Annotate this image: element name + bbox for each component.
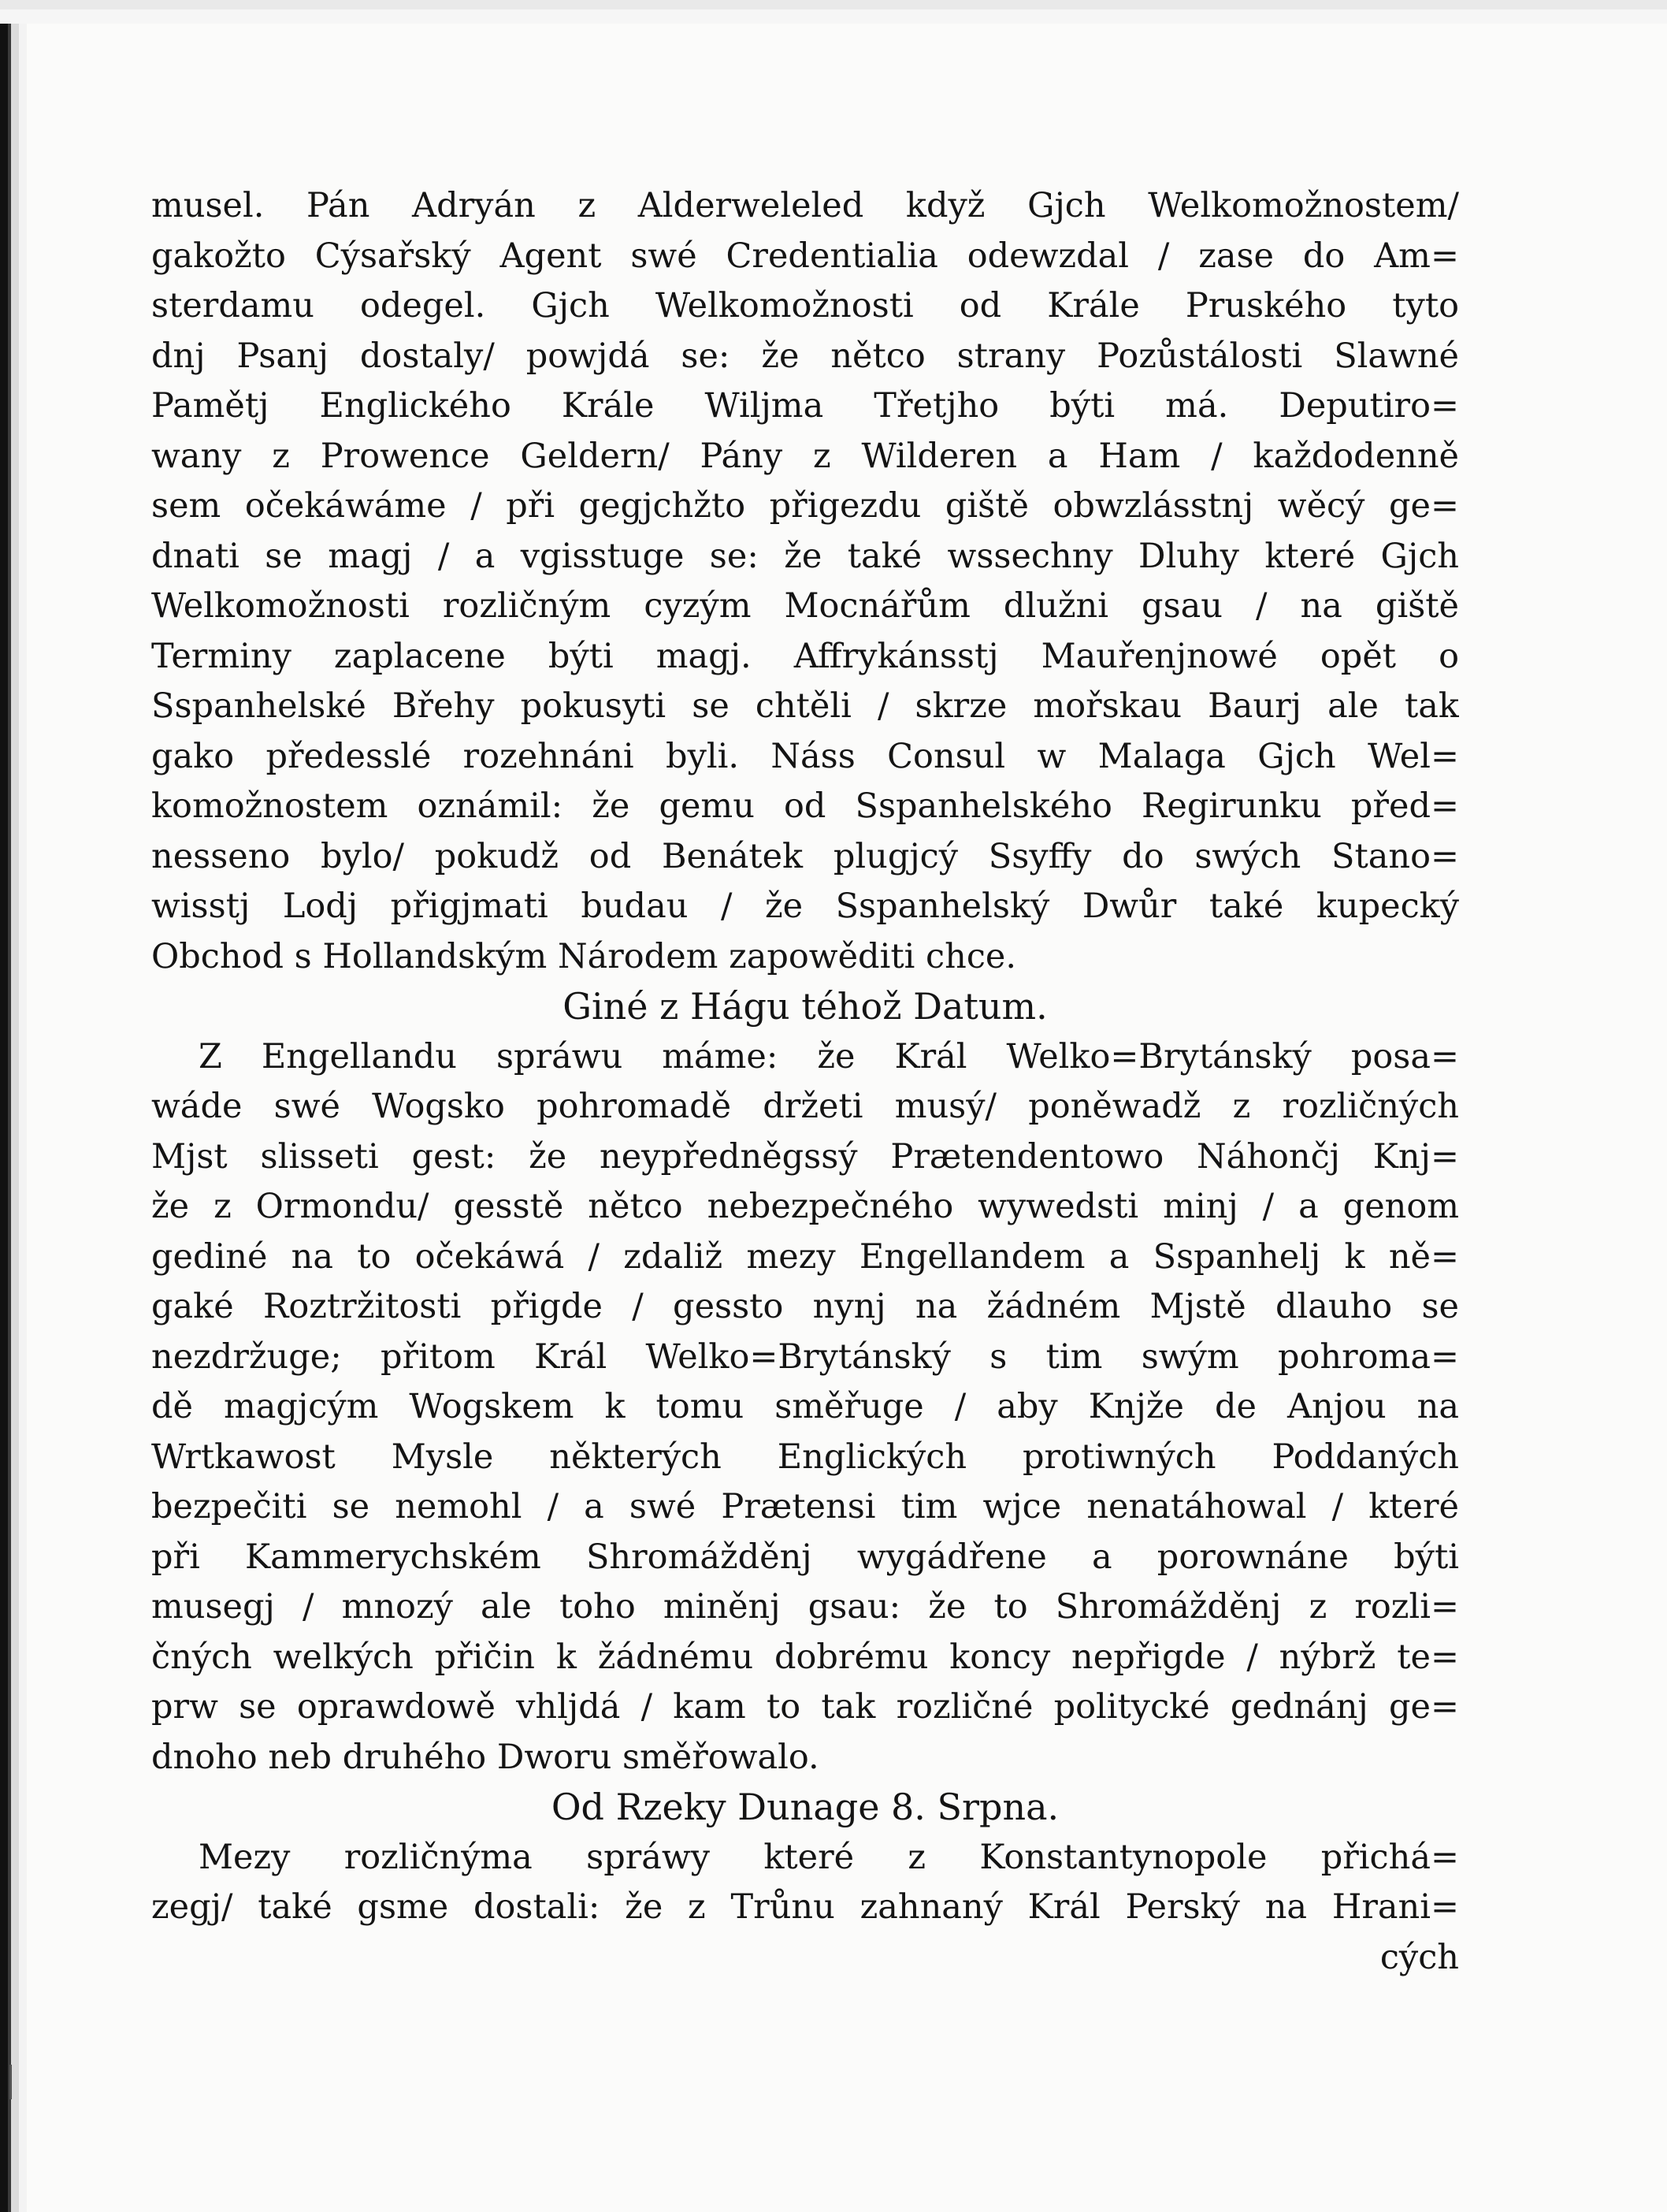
section-heading: Od Rzeky Dunage 8. Srpna.: [551, 1786, 1060, 1828]
text-line: dnoho neb druhého Dworu směřowalo.: [151, 1737, 819, 1777]
text-line: gako předesslé rozehnáni byli. Náss Consul w Malaga Gjch Wel=: [151, 736, 1459, 776]
text-line: bezpečiti se nemohl / a swé Prætensi tim wjce nenatáhowal / které: [151, 1487, 1459, 1526]
scan-edge-top: [0, 0, 1667, 24]
text-line: že z Ormondu/ gesstě nětco nebezpečného wywedsti minj / a genom: [151, 1187, 1459, 1226]
text-line: komožnostem oznámil: že gemu od Sspanhelského Regirunku před=: [151, 786, 1459, 826]
text-line: zegj/ také gsme dostali: že z Trůnu zahnaný Král Perský na Hrani=: [151, 1887, 1459, 1927]
text-line: nesseno bylo/ pokudž od Benátek plugjcý Ssyffy do swých Stano=: [151, 836, 1459, 876]
text-line: Terminy zaplacene býti magj. Affrykánsstj Mauřenjnowé opět o: [151, 636, 1459, 676]
text-line: Wrtkawost Mysle některých Englických protiwných Poddaných: [151, 1437, 1459, 1477]
text-line: Mezy rozličnýma spráwy které z Konstantynopole přichá=: [199, 1837, 1459, 1877]
text-line: sem očekáwáme / při gegjchžto přigezdu giště obwzlásstnj wěcý ge=: [151, 486, 1459, 526]
text-line: dnati se magj / a vgisstuge se: že také wssechny Dluhy které Gjch: [151, 536, 1459, 576]
text-line: nezdržuge; přitom Král Welko=Brytánský s tim swým pohroma=: [151, 1336, 1459, 1377]
text-line: čných welkých přičin k žádnému dobrému koncy nepřigde / nýbrž te=: [151, 1637, 1459, 1677]
text-line: Welkomožnosti rozličným cyzým Mocnářům dlužni gsau / na giště: [151, 586, 1459, 626]
section-heading: Giné z Hágu téhož Datum.: [562, 985, 1048, 1028]
text-line: dě magjcým Wogskem k tomu směřuge / aby Knjže de Anjou na: [151, 1387, 1459, 1426]
text-line: Sspanhelské Břehy pokusyti se chtěli / skrze mořskau Baurj ale tak: [151, 686, 1459, 726]
text-column: [151, 181, 1459, 1983]
text-line: musegj / mnozý ale toho miněnj gsau: že to Shromážděnj z rozli=: [151, 1587, 1459, 1626]
scan-mark: [9, 2065, 12, 2099]
text-line: wany z Prowence Geldern/ Pány z Wilderen a Ham / každodenně: [151, 436, 1459, 476]
text-line: Pamětj Englického Krále Wiljma Třetjho býti má. Deputiro=: [151, 386, 1459, 426]
text-line: sterdamu odegel. Gjch Welkomožnosti od Krále Pruského tyto: [151, 286, 1459, 325]
text-line: gaké Roztržitosti přigde / gessto nynj na žádném Mjstě dlauho se: [151, 1287, 1459, 1326]
text-line: prw se oprawdowě vhljdá / kam to tak rozličné politycké gednánj ge=: [151, 1687, 1459, 1727]
text-line: wáde swé Wogsko pohromadě držeti musý/ poněwadž z rozličných: [151, 1087, 1459, 1126]
catchword: cých: [1379, 1937, 1459, 1977]
text-line: gakožto Cýsařský Agent swé Credentialia odewzdal / zase do Am=: [151, 236, 1459, 276]
text-line: dnj Psanj dostaly/ powjdá se: že nětco strany Pozůstálosti Slawné: [151, 336, 1459, 376]
text-line: při Kammerychském Shromážděnj wygádřene a porownáne býti: [151, 1537, 1459, 1577]
text-line: Obchod s Hollandským Národem zapowěditi chce.: [151, 936, 1017, 976]
text-line: wisstj Lodj přigjmati budau / že Sspanhelský Dwůr také kupecký: [151, 887, 1459, 926]
text-line: Mjst slisseti gest: že neypředněgssý Prætendentowo Náhončj Knj=: [151, 1136, 1459, 1177]
text-line: gediné na to očekáwá / zdaliž mezy Engellandem a Sspanhelj k ně=: [151, 1236, 1459, 1277]
text-line: musel. Pán Adryán z Alderweleled když Gjch Welkomožnostem/: [151, 186, 1459, 225]
text-line: Z Engellandu spráwu máme: že Král Welko=Brytánský posa=: [199, 1036, 1459, 1076]
scan-edge-left: [0, 0, 27, 2212]
